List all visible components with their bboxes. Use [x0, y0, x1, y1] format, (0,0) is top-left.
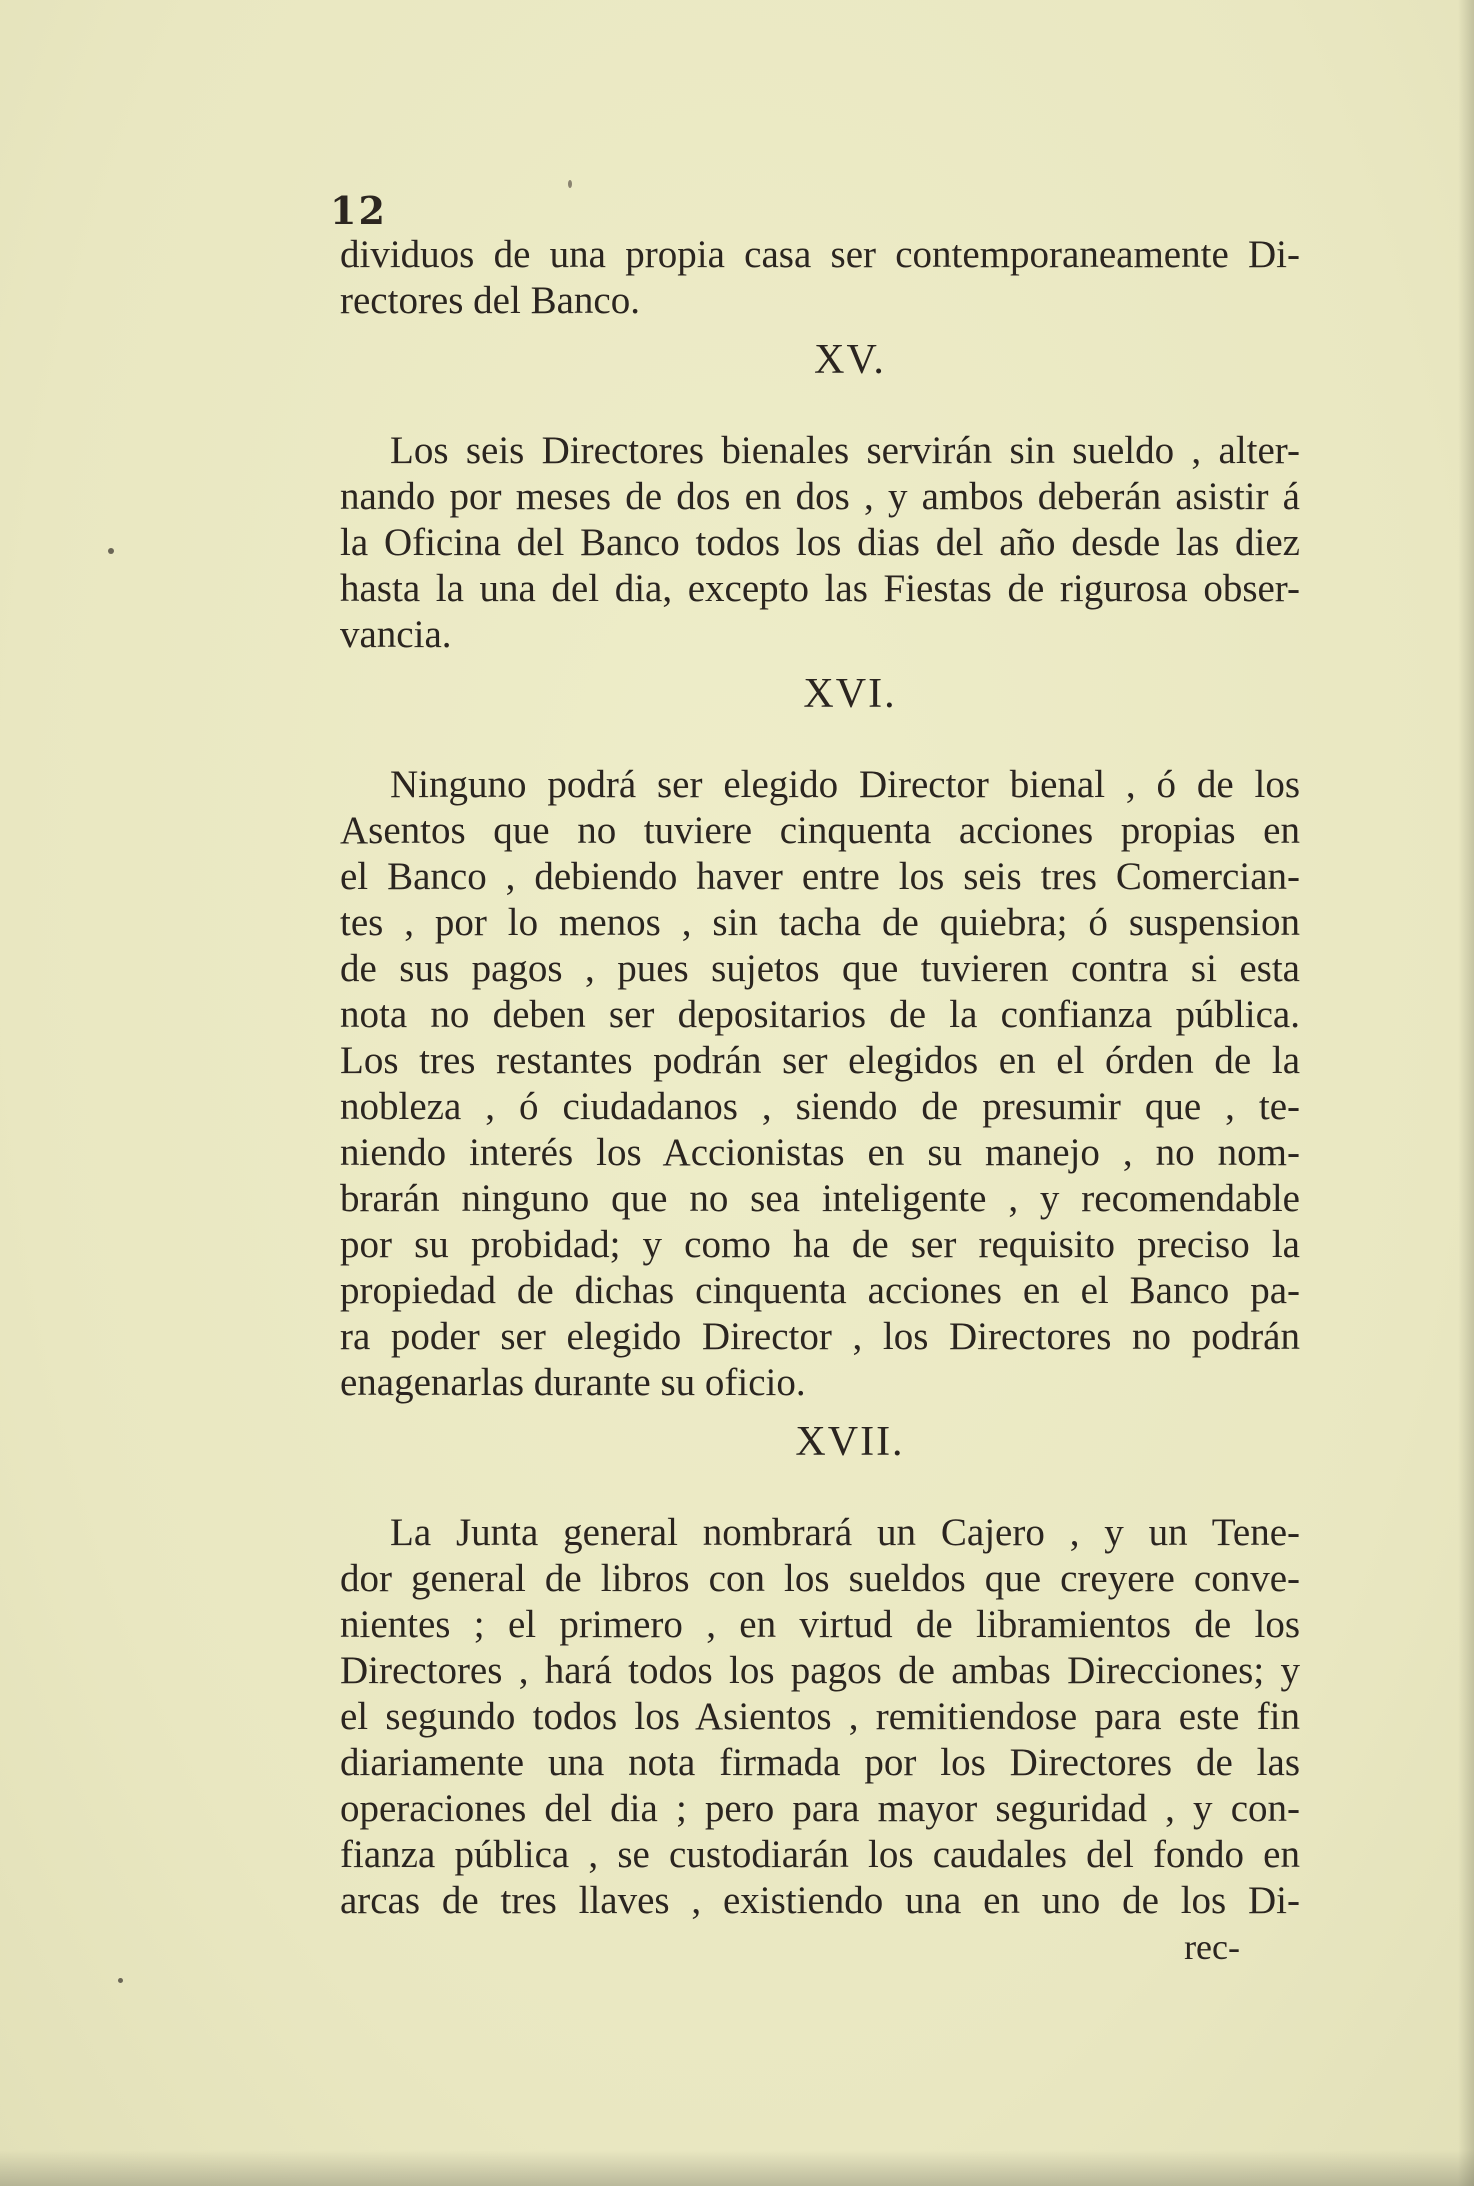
text-line: Ninguno podrá ser elegido Director bienal , ó de los [390, 763, 1300, 806]
text-line: dor general de libros con los sueldos que creyere conve- [340, 1557, 1300, 1600]
text-line: vancia. [340, 613, 452, 656]
text-line: ra poder ser elegido Director , los Directores no podrán [340, 1315, 1300, 1358]
text-line: nando por meses de dos en dos , y ambos deberán asistir á [340, 475, 1300, 518]
text-line: por su probidad; y como ha de ser requisito preciso la [340, 1223, 1300, 1266]
text-line: rectores del Banco. [340, 279, 640, 322]
paper-speck [118, 1978, 123, 1983]
text-line: Los tres restantes podrán ser elegidos en el órden de la [340, 1039, 1300, 1082]
text-line: diariamente una nota firmada por los Directores de las [340, 1741, 1300, 1784]
paper-speck [108, 548, 114, 554]
text-line: tes , por lo menos , sin tacha de quiebra; ó suspension [340, 901, 1300, 944]
text-line: nobleza , ó ciudadanos , siendo de presumir que , te- [340, 1085, 1300, 1128]
text-line: Los seis Directores bienales servirán sin sueldo , alter- [390, 429, 1300, 472]
text-line: fianza pública , se custodiarán los caudales del fondo en [340, 1833, 1300, 1876]
section-heading: XVII. [795, 1419, 905, 1465]
text-line: niendo interés los Accionistas en su manejo , no nom- [340, 1131, 1300, 1174]
text-line: Asentos que no tuviere cinquenta acciones propias en [340, 809, 1300, 852]
text-line: hasta la una del dia, excepto las Fiestas de rigurosa obser- [340, 567, 1300, 610]
paper-speck [568, 180, 572, 188]
page-bottom-shadow [0, 2150, 1474, 2186]
text-line: la Oficina del Banco todos los dias del año desde las diez [340, 521, 1300, 564]
text-line: de sus pagos , pues sujetos que tuvieren contra si esta [340, 947, 1300, 990]
text-line: nientes ; el primero , en virtud de libramientos de los [340, 1603, 1300, 1646]
text-line: propiedad de dichas cinquenta acciones en el Banco pa- [340, 1269, 1300, 1312]
text-line: nota no deben ser depositarios de la confianza pública. [340, 993, 1300, 1036]
text-line: el Banco , debiendo haver entre los seis tres Comercian- [340, 855, 1300, 898]
text-line: dividuos de una propia casa ser contemporaneamente Di- [340, 233, 1300, 276]
text-line: operaciones del dia ; pero para mayor seguridad , y con- [340, 1787, 1300, 1830]
section-heading: XVI. [803, 671, 897, 717]
page-edge-shadow [1458, 0, 1474, 2186]
text-line: La Junta general nombrará un Cajero , y un Tene- [390, 1511, 1300, 1554]
text-line: brarán ninguno que no sea inteligente , y recomendable [340, 1177, 1300, 1220]
text-line: el segundo todos los Asientos , remitiendose para este fin [340, 1695, 1300, 1738]
text-line: Directores , hará todos los pagos de ambas Direcciones; y [340, 1649, 1300, 1692]
catchword: rec- [1184, 1927, 1240, 1967]
body-text [340, 232, 1300, 1970]
section-heading: XV. [814, 337, 886, 383]
text-line: arcas de tres llaves , existiendo una en uno de los Di- [340, 1879, 1300, 1922]
page-number: 12 [330, 188, 387, 233]
text-line: enagenarlas durante su oficio. [340, 1361, 806, 1404]
